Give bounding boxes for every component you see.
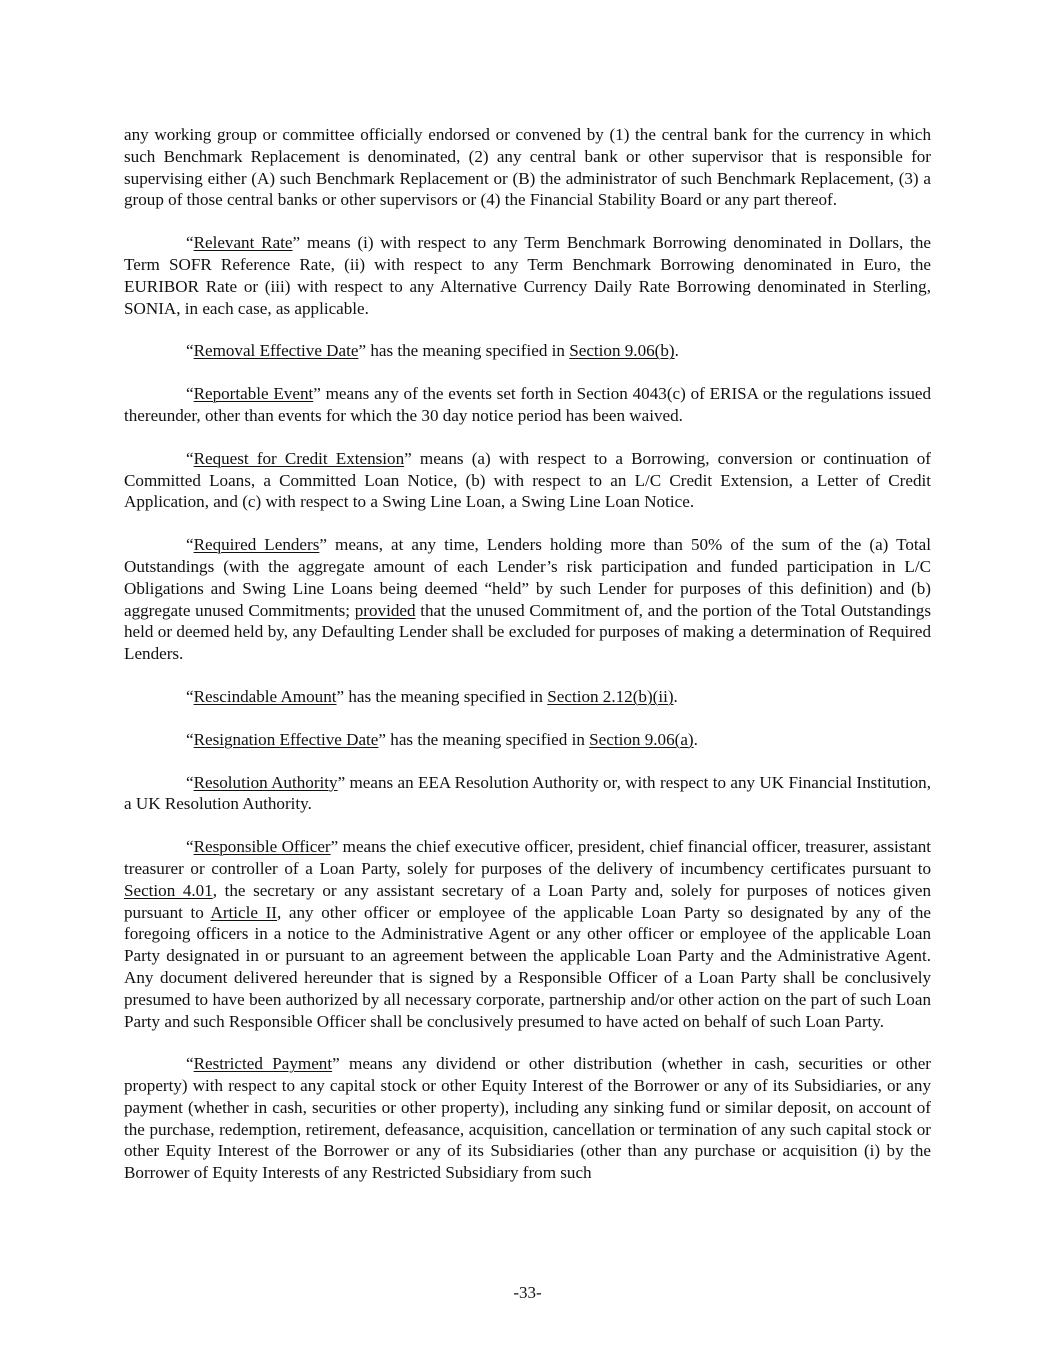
defined-term: Section 4.01 [124,880,213,900]
paragraph-restricted-payment [124,1053,931,1184]
paragraph-relevant-rate [124,232,931,319]
defined-term: Section 2.12(b)(ii) [547,686,674,706]
paragraph-reportable-event [124,383,931,427]
text-run: that the unused Commitment of, and the portion of the Total Outstandings held or deemed held by, any Defaulting Lender shall be excluded for purposes of making a determination of Required Lenders. [124,600,932,664]
defined-term: Request for Credit Extension [193,448,405,468]
text-run: any working group or committee officially endorsed or convened by (1) the central bank for the currency in which such Benchmark Replacement is denominated, (2) any central bank or other supervisor that is responsible for supervising either (A) such Benchmark Replacement or (B) the administrator of such Benchmark Replacement, (3) a group of those central banks or other supervisors or (4) the Financial Stability Board or any part thereof. [124,125,931,210]
text-run: “ [186,729,194,749]
paragraph-required-lenders [124,534,931,665]
text-run: , any other officer or employee of the applicable Loan Party so designated by any of the foregoing officers in a notice to the Administrative Agent or any other officer or employee of the applicable Loan Party designated in or pursuant to an agreement between the applicable Loan Party and the Administrative Agent. Any document delivered hereunder that is signed by a Responsible Officer of a Loan Party shall be conclusively presumed to have been authorized by all necessary corporate, partnership and/or other action on the part of such Loan Party and such Responsible Officer shall be conclusively presumed to have acted on behalf of such Loan Party. [124,902,931,1031]
paragraph-responsible-officer [124,836,931,1032]
text-run: ” means an EEA Resolution Authority or, with respect to any UK Financial Institution, a UK Resolution Authority. [124,772,931,814]
text-run: “ [186,448,194,468]
text-run: “ [186,837,194,857]
text-run: . [673,686,678,706]
paragraph-removal-effective-date [124,340,931,362]
text-run: “ [186,772,194,792]
defined-term: Resolution Authority [193,772,338,792]
paragraph-resolution-authority [124,772,931,816]
text-run: ” means, at any time, Lenders holding more than 50% of the sum of the (a) Total Outstandings (with the aggregate amount of each Lender’s risk participation and funded participation in L/C Obligations and Swing Line Loans being deemed “held” by such Lender for purposes of this definition) and (b) aggregate unused Commitments; [124,535,931,620]
paragraph-p0 [124,124,931,211]
page-number: -33- [513,1283,542,1302]
text-run: ” has the meaning specified in [378,729,590,749]
defined-term: Rescindable Amount [193,686,337,706]
text-run: . [693,729,698,749]
text-run: ” means the chief executive officer, president, chief financial officer, treasurer, assistant treasurer or controller of a Loan Party, solely for purposes of the delivery of incumbency certificates pursuant to [124,837,931,878]
text-run: ” means (a) with respect to a Borrowing, conversion or continuation of Committed Loans, a Committed Loan Notice, (b) with respect to an L/C Credit Extension, a Letter of Credit Application, and (c) with respect to a Swing Line Loan, a Swing Line Loan Notice. [124,448,932,512]
text-run: ” means any of the events set forth in Section 4043(c) of ERISA or the regulations issued thereunder, other than events for which the 30 day notice period has been waived. [124,384,931,425]
defined-term: provided [354,600,416,620]
defined-term: Section 9.06(a) [589,729,694,749]
defined-term: Resignation Effective Date [193,729,379,749]
text-run: “ [186,535,194,555]
text-run: “ [186,1054,194,1074]
defined-term: Reportable Event [193,384,314,404]
defined-term: Article II [210,902,277,922]
defined-term: Removal Effective Date [193,341,359,361]
document-body [124,124,931,1205]
text-run: , the secretary or any assistant secretary of a Loan Party and, solely for purposes of notices given pursuant to [124,880,931,922]
paragraph-request-for-credit-extension [124,448,931,513]
text-run: “ [186,686,194,706]
text-run: ” means (i) with respect to any Term Benchmark Borrowing denominated in Dollars, the Term SOFR Reference Rate, (ii) with respect to any Term Benchmark Borrowing denominated in Euro, the EURIBOR Rate or (iii) with respect to any Alternative Currency Daily Rate Borrowing denominated in Sterling, SONIA, in each case, as applicable. [124,233,931,318]
defined-term: Section 9.06(b) [569,341,675,361]
text-run: ” means any dividend or other distribution (whether in cash, securities or other property) with respect to any capital stock or other Equity Interest of the Borrower or any of its Subsidiaries, or any payment (whether in cash, securities or other property), including any sinking fund or similar deposit, on account of the purchase, redemption, retirement, defeasance, acquisition, cancellation or termination of any such capital stock or other Equity Interest of the Borrower or any of its Subsidiaries (other than any purchase or acquisition (i) by the Borrower of Equity Interests of any Restricted Subsidiary from such [124,1054,932,1183]
paragraph-rescindable-amount [124,686,931,708]
paragraph-resignation-effective-date [124,729,931,751]
text-run: ” has the meaning specified in [358,341,570,361]
defined-term: Required Lenders [193,535,320,555]
text-run: . [674,341,679,361]
defined-term: Restricted Payment [193,1054,333,1074]
text-run: ” has the meaning specified in [336,686,548,706]
text-run: “ [186,341,194,361]
text-run: “ [186,384,194,404]
text-run: “ [186,233,194,253]
defined-term: Relevant Rate [193,233,293,253]
defined-term: Responsible Officer [193,837,331,857]
